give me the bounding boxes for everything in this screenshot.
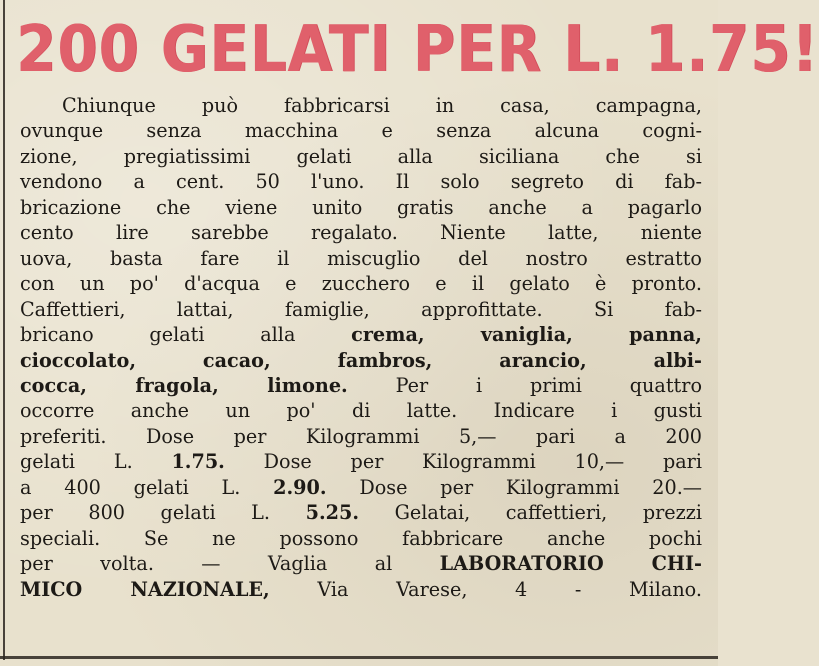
text-line: vendono a cent. 50 l'uno. Il solo segreto di fab-	[20, 170, 702, 194]
company-name-bold: LABORATORIO CHI-	[439, 552, 702, 576]
price-bold: 1.75.	[171, 450, 225, 474]
text-run: Gelatai, caffettieri, prezzi	[359, 501, 703, 525]
flavor-list-bold: cioccolato, cacao, fambros, arancio, albi-	[20, 348, 702, 372]
text-run: a 400 gelati L.	[20, 475, 274, 499]
left-column-rule	[3, 0, 5, 660]
text-line	[20, 577, 702, 602]
text-run: Per i primi quattro	[347, 373, 702, 397]
ad-headline: 200 GELATI PER L. 1.75!	[16, 13, 819, 87]
text-line: ovunque senza macchina e senza alcuna cogni-	[20, 119, 702, 143]
text-run: Dose per Kilogrammi 10,— pari	[224, 450, 702, 474]
text-run: per volta. — Vaglia al	[20, 552, 440, 576]
text-run: gelati L.	[20, 450, 172, 474]
text-line	[20, 500, 702, 525]
text-line: preferiti. Dose per Kilogrammi 5,— pari a 200	[20, 424, 702, 448]
text-line: uova, basta fare il miscuglio del nostro estratto	[20, 246, 702, 270]
text-line	[20, 449, 702, 474]
text-line	[20, 348, 702, 373]
text-run: bricano gelati alla	[20, 323, 352, 347]
text-line	[20, 551, 702, 576]
text-line: Chiunque può fabbricarsi in casa, campagna,	[62, 94, 702, 117]
text-line: bricazione che viene unito gratis anche a pagarlo	[20, 195, 702, 219]
flavor-list-bold: crema, vaniglia, panna,	[351, 323, 702, 347]
bottom-rule	[0, 656, 718, 659]
company-name-bold: MICO NAZIONALE,	[20, 577, 270, 601]
text-line: cento lire sarebbe regalato. Niente latte, niente	[20, 221, 702, 245]
text-line: con un po' d'acqua e zucchero e il gelato è pronto.	[20, 272, 702, 296]
text-line: occorre anche un po' di latte. Indicare i gusti	[20, 399, 702, 423]
text-line: speciali. Se ne possono fabbricare anche pochi	[20, 526, 702, 550]
text-run: Via Varese, 4 - Milano.	[269, 577, 702, 601]
text-run: per 800 gelati L.	[20, 501, 306, 525]
price-bold: 5.25.	[305, 501, 360, 525]
text-line	[20, 475, 702, 500]
ad-body-text	[20, 93, 702, 602]
flavor-list-bold: cocca, fragola, limone.	[20, 373, 348, 397]
text-line: Caffettieri, lattai, famiglie, approfittate. Si fab-	[20, 297, 702, 321]
text-run: Dose per Kilogrammi 20.—	[326, 475, 702, 499]
price-bold: 2.90.	[273, 475, 327, 499]
text-line	[20, 373, 702, 398]
text-line	[20, 322, 702, 347]
text-line: zione, pregiatissimi gelati alla siciliana che si	[20, 144, 702, 168]
